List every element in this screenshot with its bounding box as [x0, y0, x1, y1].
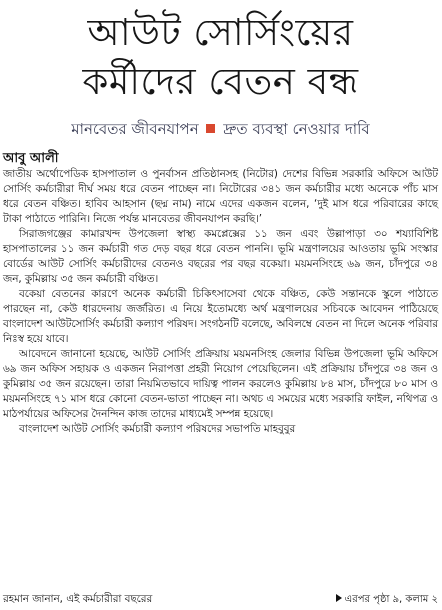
subheadline — [3, 120, 438, 138]
continuation-text: এরপর পৃষ্ঠা ৯, কলাম ২ — [344, 594, 438, 605]
paragraph-1: জাতীয় অর্থোপেডিক হাসপাতাল ও পুনর্বাসন প্রতিষ্ঠানসহ (নিটোর) দেশের বিভিন্ন সরকারি অফিসে আউট সোর্সিং কর্মচারীরা দীর্ঘ সময় ধরে বেতন পাচ্ছেন না। নিটোরের ৩৪১ জন কর্মচারীর মধ্যে অনেকে পাঁচ মাস ধরে বেতন বঞ্চিত। হাবিব আহসান (ছদ্ম নাম) নামে এদের একজন বলেন, ‘দুই মাস ধরে পরিবারের কাছে টাকা পাঠাতে পারিনি। নিজে পর্যন্ত মানবেতর জীবনযাপন করছি।’ — [3, 168, 438, 225]
article-body — [3, 167, 438, 437]
subhead-right: দ্রুত ব্যবস্থা নেওয়ার দাবি — [223, 120, 370, 138]
paragraph-4: আবেদনে জানানো হয়েছে, আউট সোর্সিং প্রক্রিয়ায় ময়মনসিংহ জেলার বিভিন্ন উপজেলা ভূমি অফিসে ৬৯ জন অফিস সহায়ক ও একজন নিরাপত্তা প্রহরী নিয়োগ পেয়েছিলেন। এই প্রক্রিয়ায় চাঁদপুরে ৩৪ জন ও কুমিল্লায় ৩৫ জন রয়েছেন। তারা নিয়মিতভাবে দায়িত্ব পালন করলেও কুমিল্লায় ৮৪ মাস, চাঁদপুরে ৮০ মাস ও ময়মনসিংহে ৭১ মাস ধরে কোনো বেতন-ভাতা পাচ্ছেন না। অথচ এ সময়ের মধ্যে সরকারি ফাইল, নথিপত্র ও মাঠপর্যায়ের অফিসের দৈনন্দিন কাজ তাদের মাধ্যমেই সম্পন্ন হয়েছে। — [3, 348, 438, 420]
headline-line-1: আউট সোর্সিংয়ের — [87, 11, 354, 54]
headline-line-2: কর্মীদের বেতন বন্ধ — [82, 60, 359, 103]
headline — [3, 0, 438, 103]
byline: আবু আলী — [3, 151, 59, 166]
subhead-left: মানবেতর জীবনযাপন — [71, 120, 199, 138]
article-footer — [3, 592, 438, 607]
paragraph-5: বাংলাদেশ আউট সোর্সিং কর্মচারী কল্যাণ পরিষদের সভাপতি মাহবুবুর — [19, 423, 296, 435]
last-line: রহমান জানান, এই কর্মচারীরা বছরের — [3, 593, 153, 605]
continuation-note — [336, 592, 438, 607]
paragraph-3: বকেয়া বেতনের কারণে অনেক কর্মচারী চিকিৎসাসেবা থেকে বঞ্চিত, কেউ সন্তানকে স্কুলে পাঠাতে পারছেন না, কেউ ধারদেনায় জর্জরিত। এ নিয়ে ইতোমধ্যে অর্থ মন্ত্রণালয়ের সচিবকে আবেদন পাঠিয়েছে বাংলাদেশ আউটসোর্সিং কর্মচারী কল্যাণ পরিষদ। সংগঠনটি বলেছে, অবিলম্বে বেতন না দিলে অনেক পরিবার নিঃস্ব হয়ে যাবে। — [3, 288, 438, 345]
arrow-right-icon — [336, 594, 342, 602]
square-bullet-icon — [206, 124, 215, 133]
paragraph-2: সিরাজগঞ্জের কামারখন্দ উপজেলা স্বাস্থ্য কমপ্লেক্সের ১১ জন এবং উল্লাপাড়া ৩০ শয্যাবিশিষ্ট হাসপাতালের ১১ জন কর্মচারী গত দেড় বছর ধরে বেতন পাননি। ভূমি মন্ত্রণালয়ের আওতায় ভূমি সংস্কার বোর্ডের আউট সোর্সিং কর্মচারীদের বেতনও বছরের পর বছর বকেয়া। ময়মনসিংহে ৬৯ জন, চাঁদপুরে ৩৪ জন, কুমিল্লায় ৩৫ জন কর্মচারী বঞ্চিত। — [3, 228, 438, 285]
